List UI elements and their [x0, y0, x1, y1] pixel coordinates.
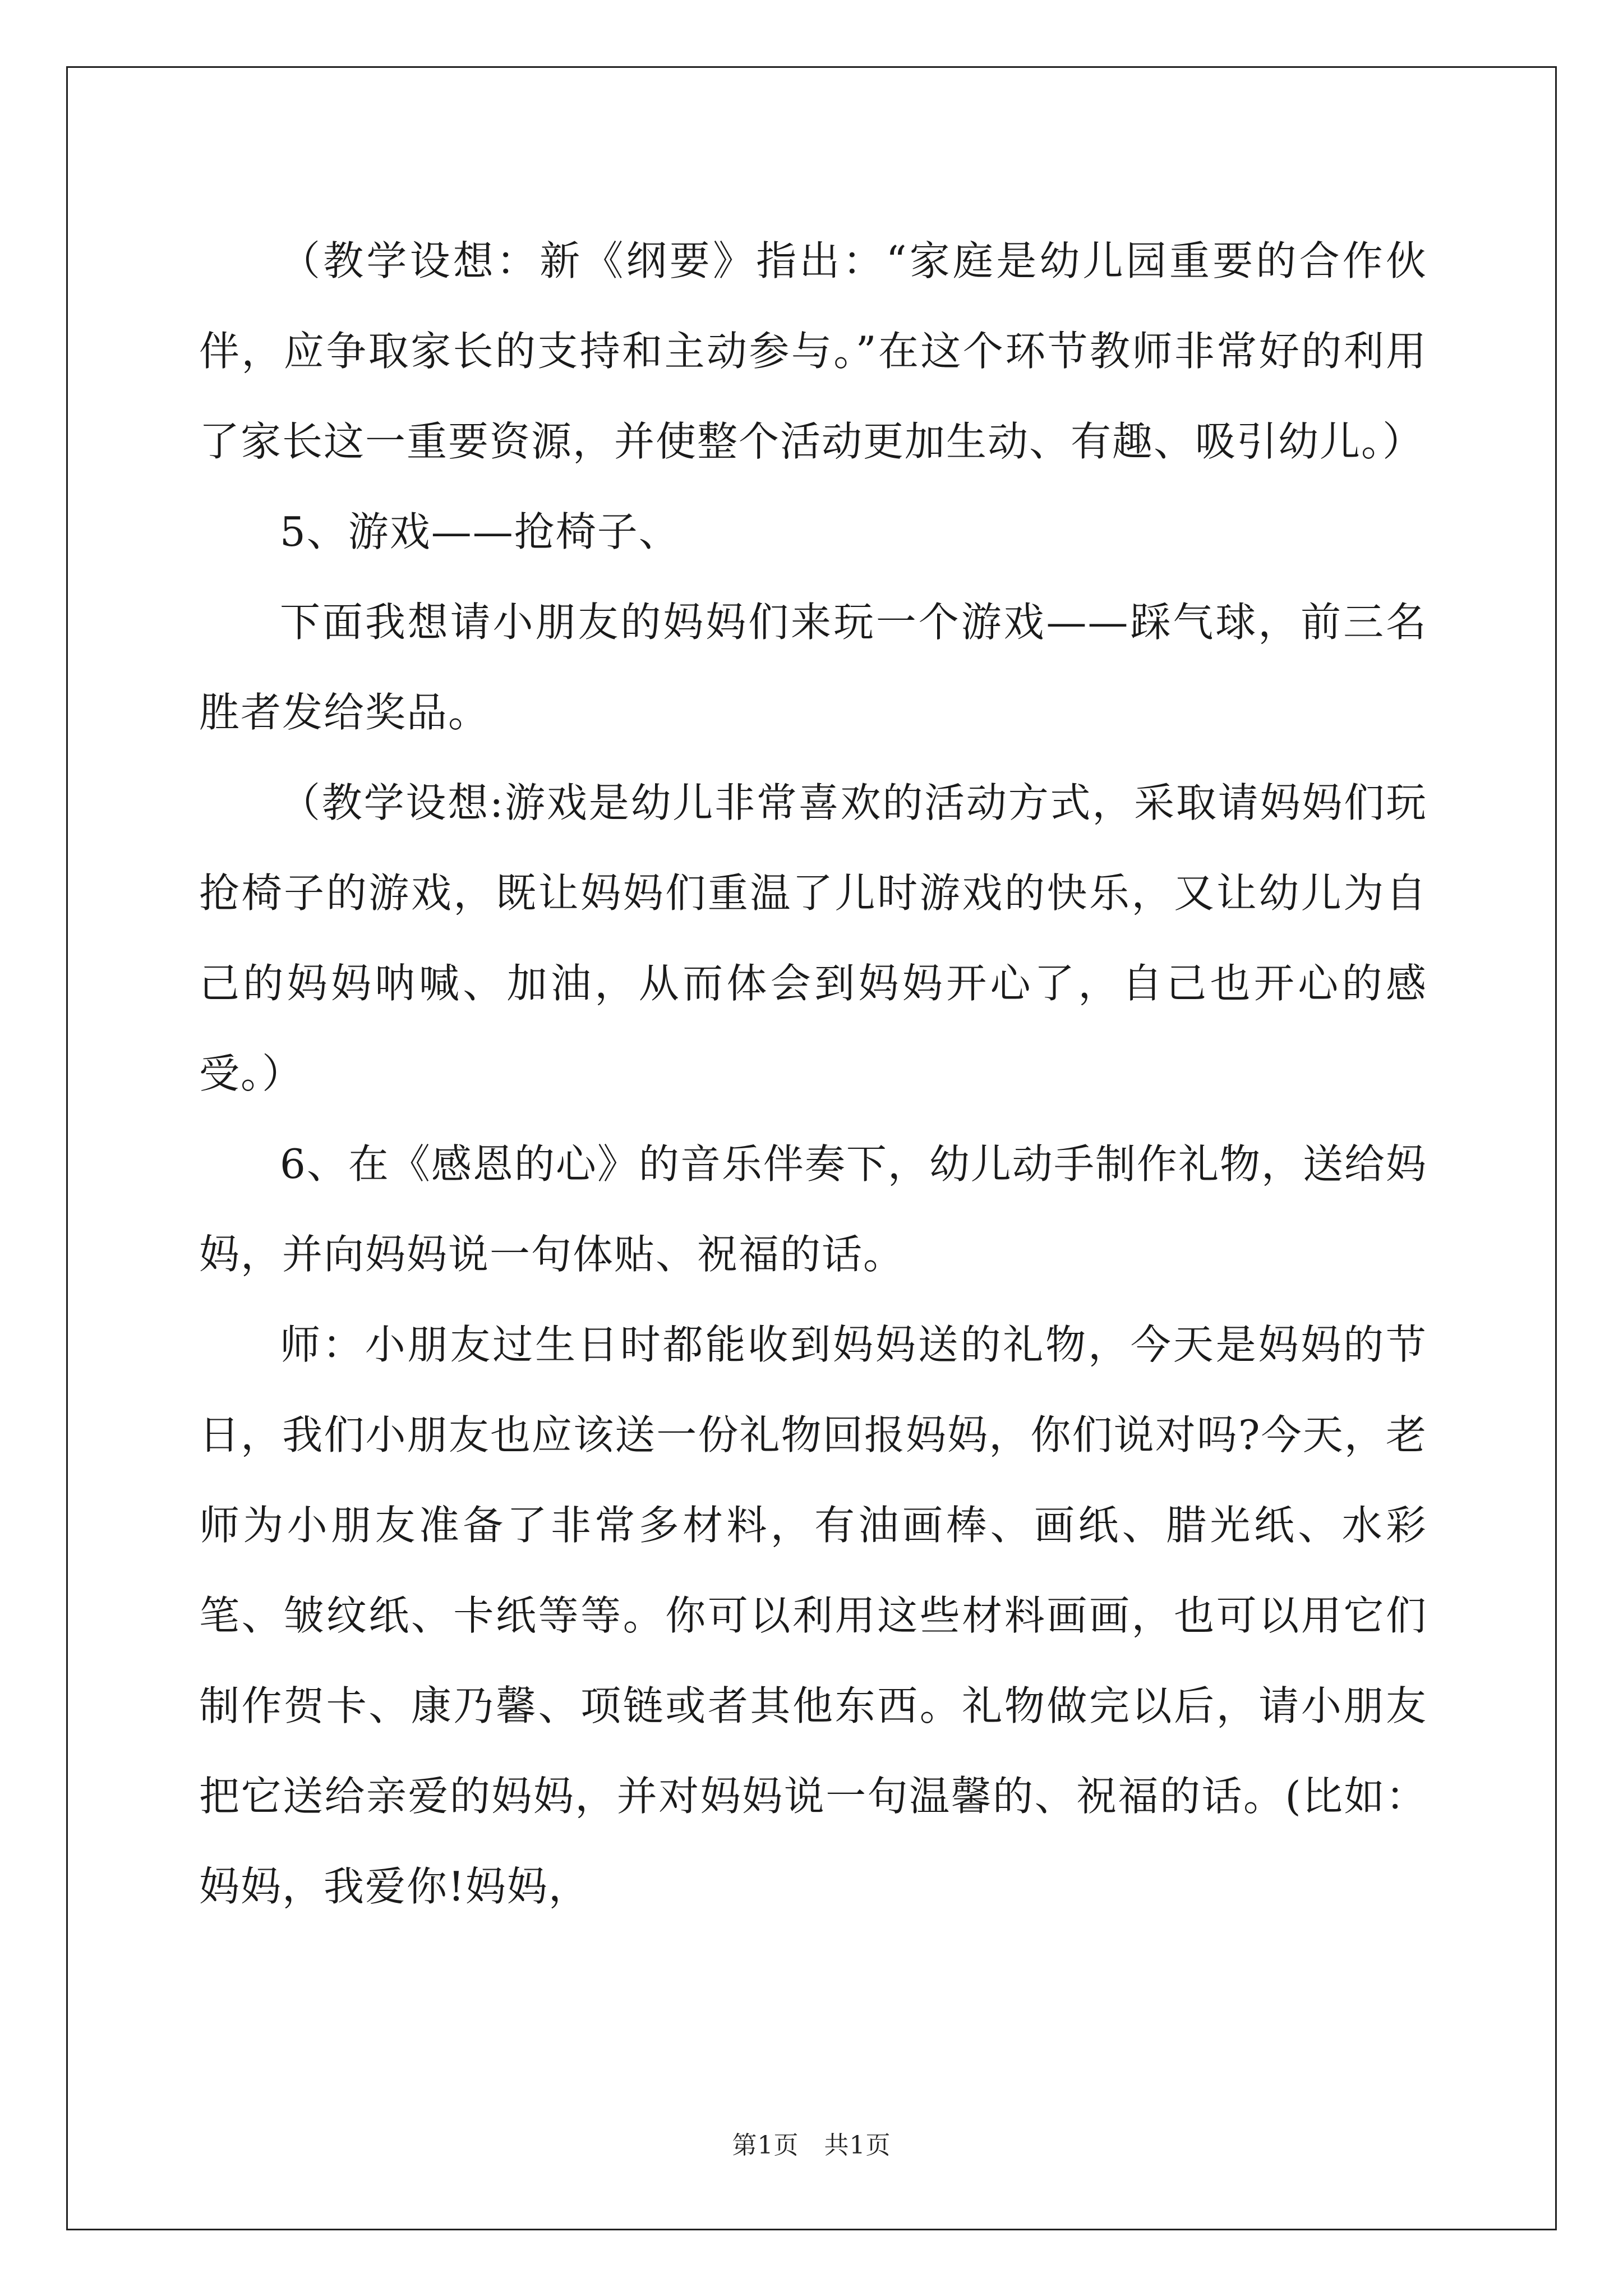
paragraph-teacher-speech: 师：小朋友过生日时都能收到妈妈送的礼物，今天是妈妈的节日，我们小朋友也应该送一份礼物回报妈妈，你们说对吗?今天，老师为小朋友准备了非常多材料，有油画棒、画纸、腊光纸、水彩笔、皱纹纸、卡纸等等。你可以利用这些材料画画，也可以用它们制作贺卡、康乃馨、项链或者其他东西。礼物做完以后，请小朋友把它送给亲爱的妈妈，并对妈妈说一句温馨的、祝福的话。(比如：妈妈，我爱你!妈妈， [199, 1321, 1427, 1910]
paragraph-teaching-idea-2: （教学设想:游戏是幼儿非常喜欢的活动方式，采取请妈妈们玩抢椅子的游戏，既让妈妈们重温了儿时游戏的快乐，又让幼儿为自己的妈妈呐喊、加油，从而体会到妈妈开心了，自己也开心的感受。） [199, 779, 1427, 1097]
paragraph-step-5-title: 5、游戏——抢椅子、 [280, 508, 680, 555]
page-footer [0, 2125, 1623, 2161]
paragraph-step-6-title: 6、在《感恩的心》的音乐伴奏下，幼儿动手制作礼物，送给妈妈，并向妈妈说一句体贴、祝福的话。 [199, 1140, 1427, 1278]
paragraph-game-description: 下面我想请小朋友的妈妈们来玩一个游戏——踩气球，前三名胜者发给奖品。 [199, 599, 1427, 736]
page-number-label: 第1页 共1页 [732, 2131, 891, 2160]
paragraph-teaching-idea-1: （教学设想：新《纲要》指出：“家庭是幼儿园重要的合作伙伴，应争取家长的支持和主动参与。”在这个环节教师非常好的利用了家长这一重要资源，并使整个活动更加生动、有趣、吸引幼儿。） [199, 237, 1427, 465]
document-body [199, 216, 1427, 1932]
